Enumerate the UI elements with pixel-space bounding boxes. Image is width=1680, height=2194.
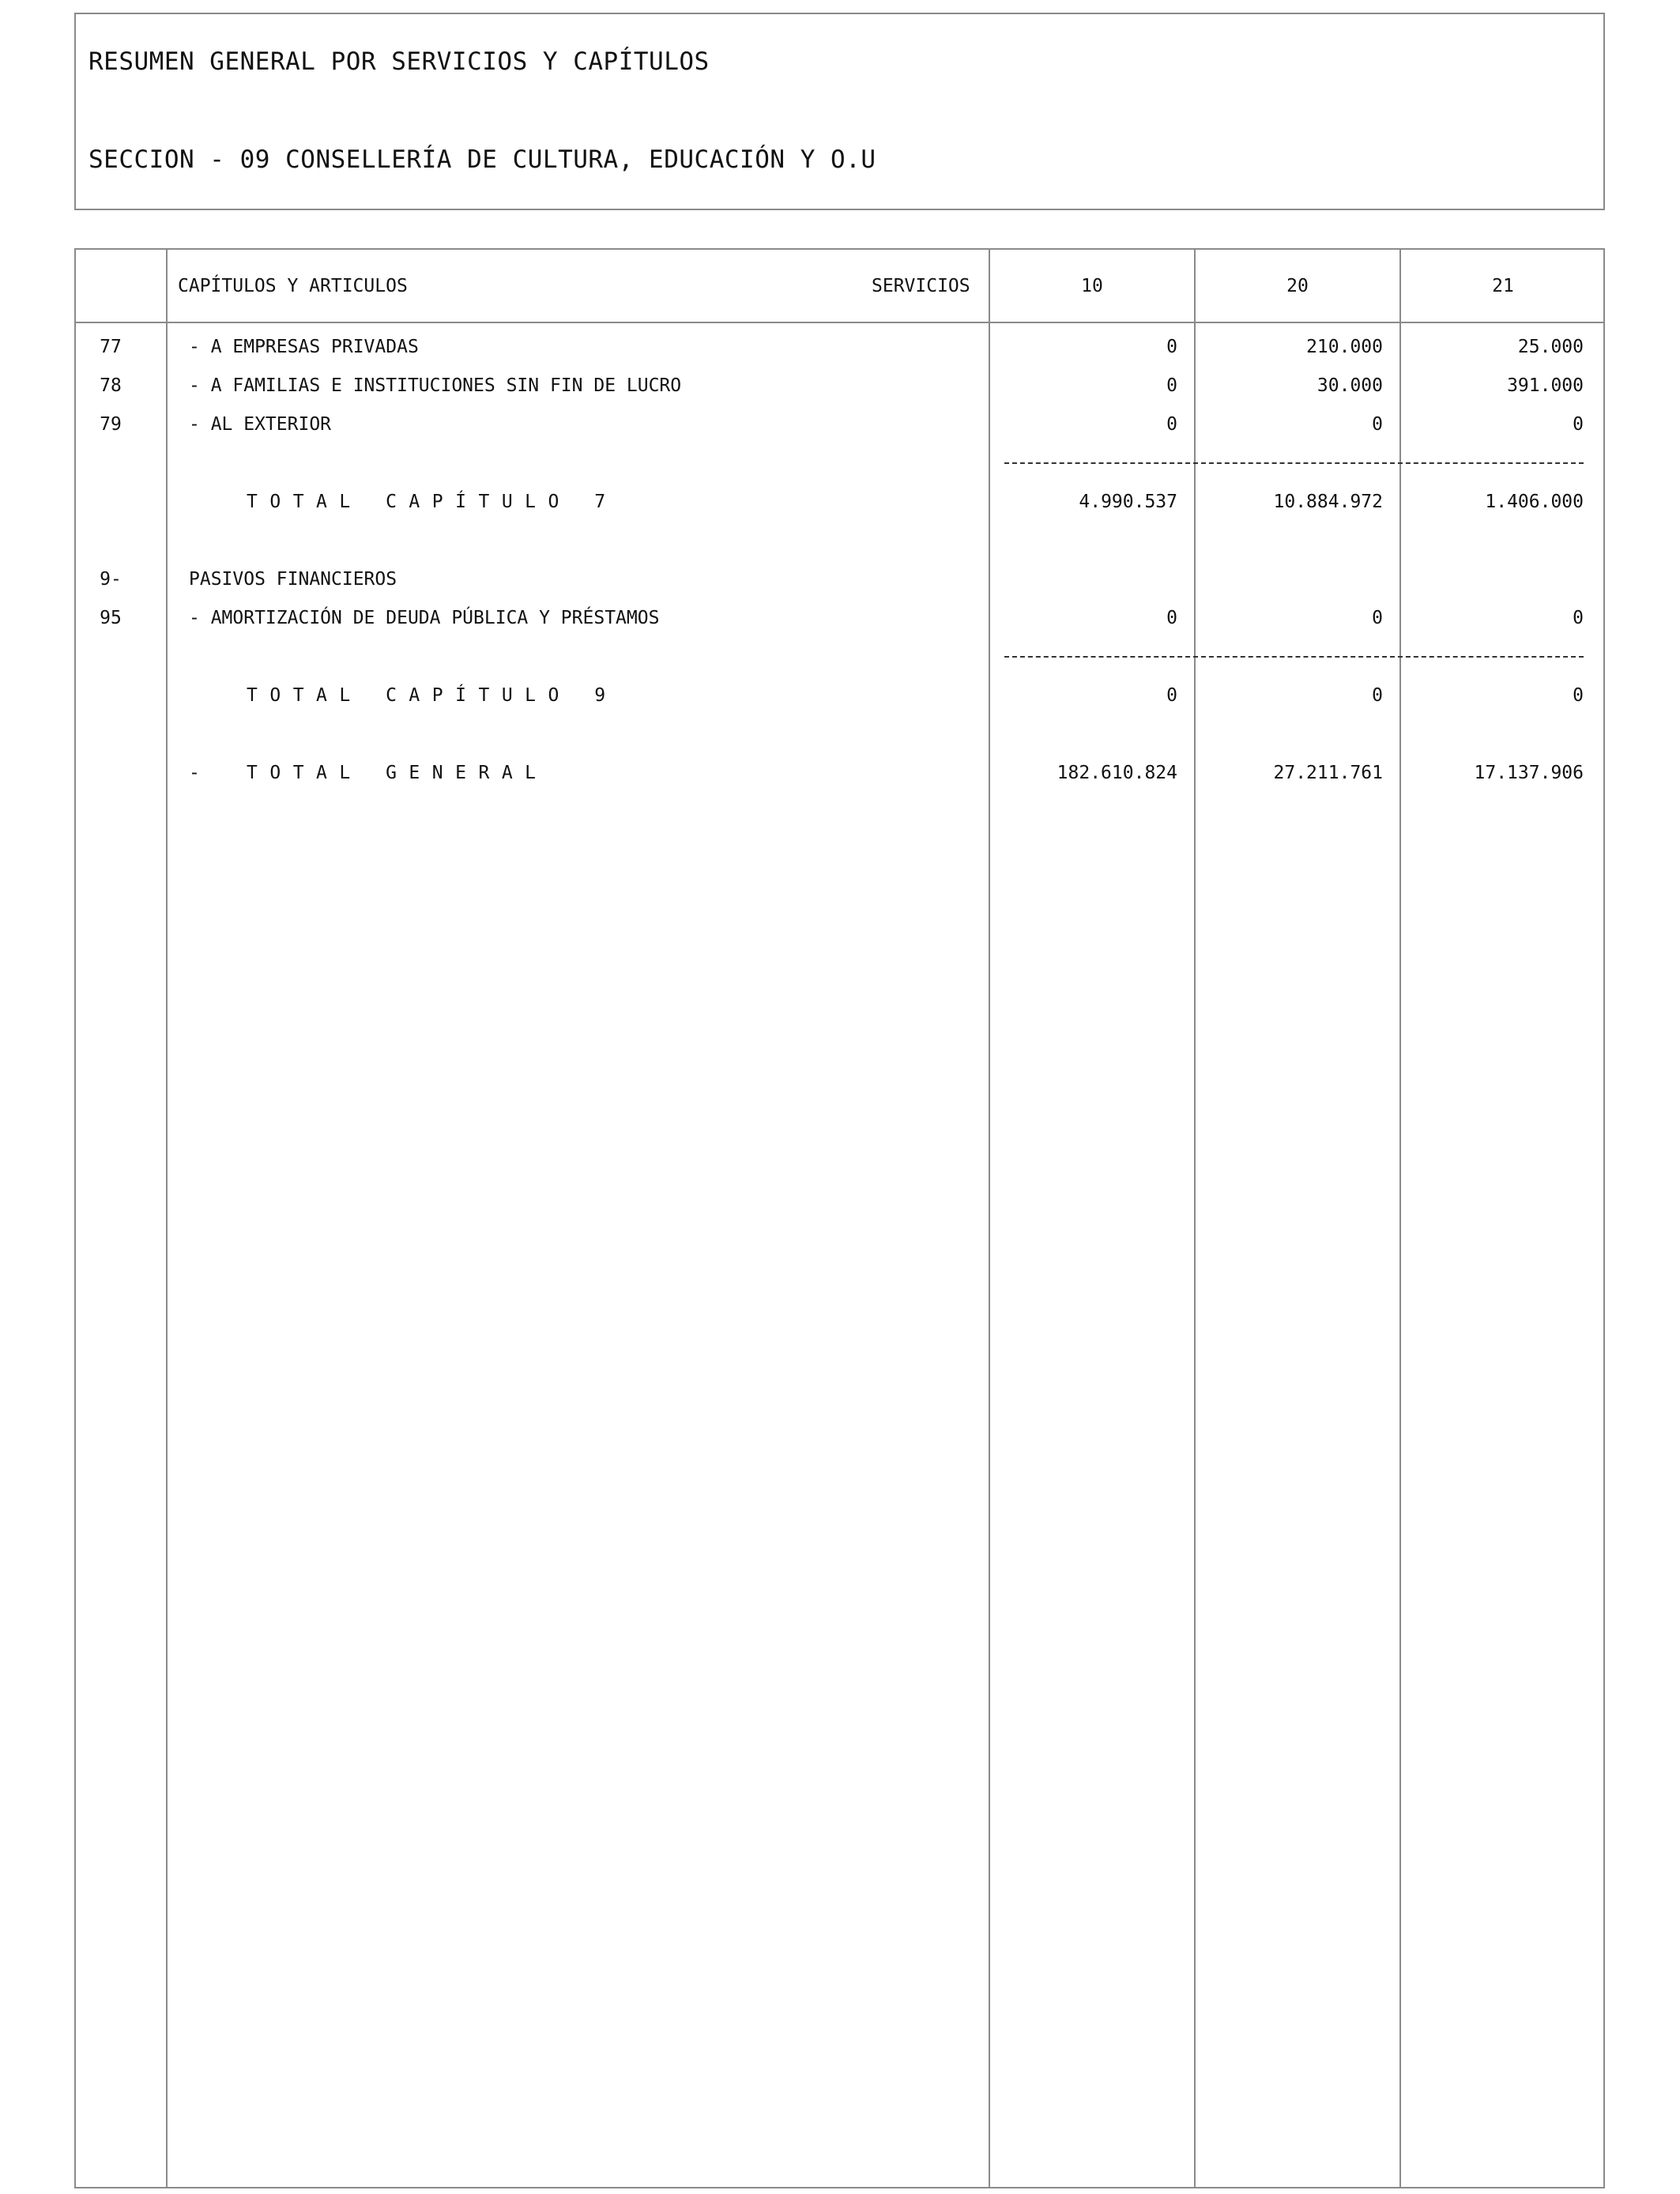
total-general-value-10: 182.610.824 (1057, 763, 1177, 783)
row-code: 95 (100, 608, 122, 628)
row-label: - AMORTIZACIÓN DE DEUDA PÚBLICA Y PRÉSTAMOS (189, 608, 660, 628)
report-title: RESUMEN GENERAL POR SERVICIOS Y CAPÍTULOS (89, 47, 710, 76)
subtotal-separator (1004, 462, 1584, 464)
column-header-services: SERVICIOS (872, 276, 970, 296)
row-value-21: 0 (1573, 608, 1584, 628)
row-value-20: 30.000 (1317, 375, 1383, 396)
report-header (74, 13, 1605, 210)
chapter-code: 9- (100, 569, 122, 590)
row-value-20: 0 (1372, 608, 1383, 628)
total-chapter-9-value-10: 0 (1166, 685, 1177, 706)
total-chapter-7-label: TOTAL CAPÍTULO 7 (247, 492, 618, 512)
row-value-20: 210.000 (1306, 337, 1383, 357)
column-divider (989, 248, 990, 2188)
column-header-chapters: CAPÍTULOS Y ARTICULOS (178, 276, 408, 296)
total-chapter-7-value-20: 10.884.972 (1273, 492, 1383, 512)
row-label: - AL EXTERIOR (189, 414, 332, 435)
row-code: 77 (100, 337, 122, 357)
row-value-10: 0 (1166, 375, 1177, 396)
column-header-service-10: 10 (1081, 276, 1103, 296)
subtotal-separator (1004, 656, 1584, 658)
total-general-value-21: 17.137.906 (1474, 763, 1584, 783)
section-title: SECCION - 09 CONSELLERÍA DE CULTURA, EDUCACIÓN Y O.U (89, 145, 876, 174)
column-divider (1194, 248, 1196, 2188)
column-header-service-20: 20 (1286, 276, 1309, 296)
row-value-10: 0 (1166, 608, 1177, 628)
row-value-10: 0 (1166, 337, 1177, 357)
row-code: 79 (100, 414, 122, 435)
column-divider (166, 248, 168, 2188)
total-chapter-9-value-21: 0 (1573, 685, 1584, 706)
total-chapter-7-value-10: 4.990.537 (1079, 492, 1177, 512)
total-chapter-9-label: TOTAL CAPÍTULO 9 (247, 685, 618, 706)
total-general-value-20: 27.211.761 (1273, 763, 1383, 783)
row-value-20: 0 (1372, 414, 1383, 435)
column-header-service-21: 21 (1492, 276, 1514, 296)
total-general-dash: - (189, 763, 200, 783)
row-code: 78 (100, 375, 122, 396)
header-row-divider (74, 322, 1605, 323)
row-value-21: 0 (1573, 414, 1584, 435)
total-general-label: TOTAL GENERAL (247, 763, 548, 783)
total-chapter-9-value-20: 0 (1372, 685, 1383, 706)
column-divider (1399, 248, 1401, 2188)
chapter-label: PASIVOS FINANCIEROS (189, 569, 397, 590)
row-label: - A FAMILIAS E INSTITUCIONES SIN FIN DE LUCRO (189, 375, 682, 396)
row-value-21: 25.000 (1517, 337, 1584, 357)
summary-table (74, 248, 1605, 2188)
row-label: - A EMPRESAS PRIVADAS (189, 337, 419, 357)
total-chapter-7-value-21: 1.406.000 (1485, 492, 1584, 512)
row-value-21: 391.000 (1507, 375, 1584, 396)
row-value-10: 0 (1166, 414, 1177, 435)
